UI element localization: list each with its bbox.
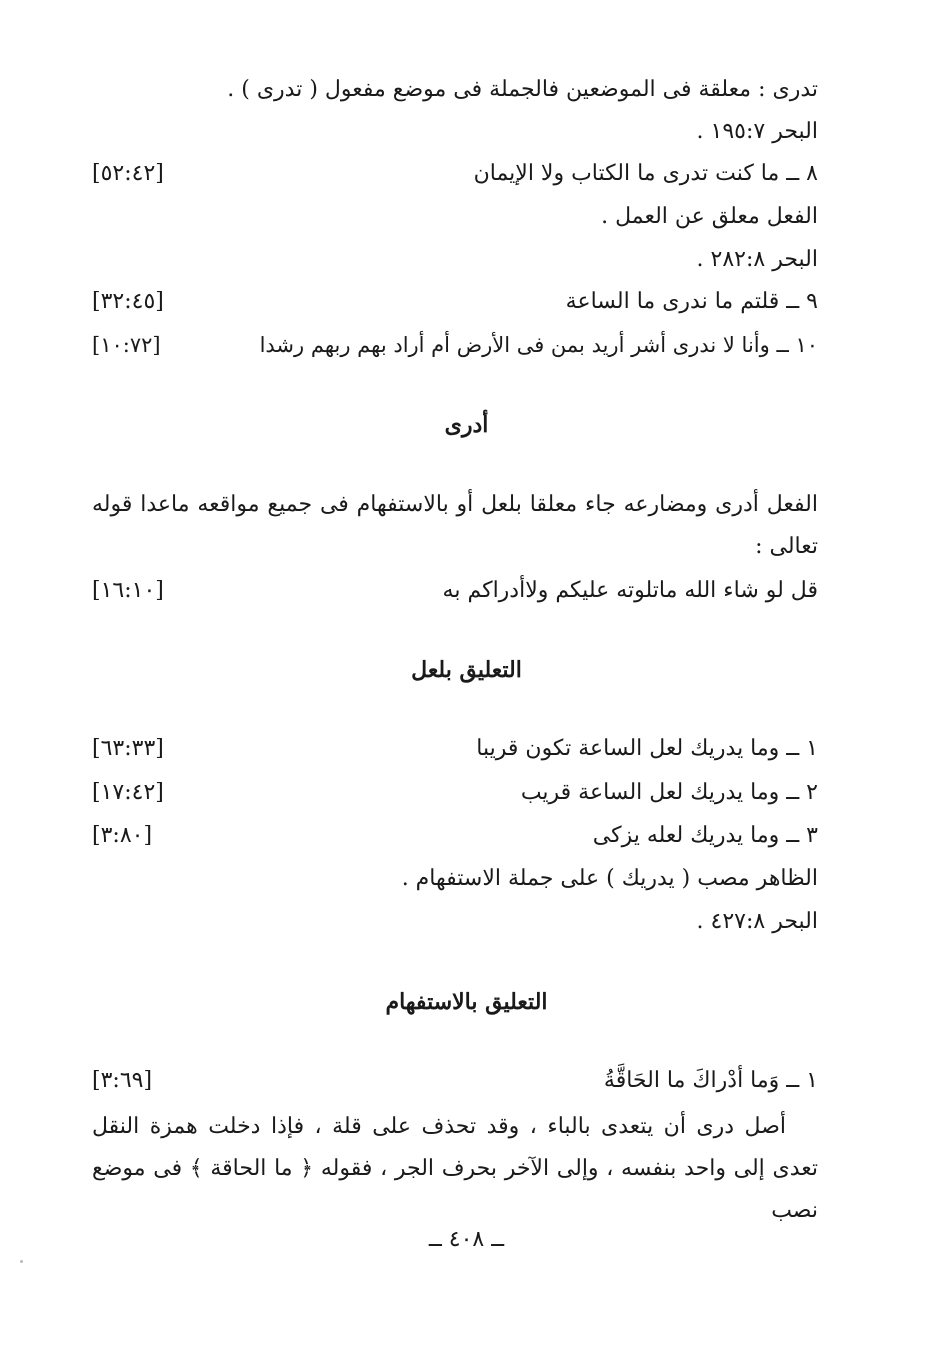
line-text: تدرى : معلقة فى الموضعين فالجملة فى موضع مفعول ( تدرى ) . <box>227 77 818 102</box>
verse-text: ١ ــ وَما أدْراكَ ما الحَاقَّةُ <box>603 1068 818 1093</box>
line-text: الفعل معلق عن العمل . <box>601 204 818 229</box>
verse-line <box>92 773 818 813</box>
verse-text: ١٠ ــ وأنا لا ندرى أشر أريد بمن فى الأرض أم أراد بهم ربهم رشدا <box>259 333 818 357</box>
page-number: ــ ٤٠٨ ــ <box>428 1227 505 1252</box>
text-line <box>92 70 818 110</box>
verse-text: قل لو شاء الله ماتلوته عليكم ولاأدراكم به <box>442 578 818 603</box>
scan-speck <box>20 1260 23 1263</box>
section-heading: التعليق بالاستفهام <box>385 989 548 1015</box>
verse-reference: [٦٣:٣٣] <box>92 736 164 761</box>
verse-reference: [٣:٨٠] <box>92 823 153 848</box>
verse-text: ٩ ــ قلتم ما ندرى ما الساعة <box>565 289 818 314</box>
verse-line <box>92 1061 818 1101</box>
verse-line <box>92 282 818 322</box>
verse-line <box>92 729 818 769</box>
text-line <box>92 240 818 280</box>
verse-line <box>92 154 818 194</box>
text-line <box>92 197 818 237</box>
verse-line <box>92 325 818 365</box>
verse-text: ٨ ــ ما كنت تدرى ما الكتاب ولا الإيمان <box>473 161 818 186</box>
line-text: البحر ١٩٥:٧ . <box>696 119 818 144</box>
paragraph: أصل درى أن يتعدى بالباء ، وقد تحذف على قلة ، فإذا دخلت همزة النقل تعدى إلى واحد بنفسه ، وإلى الآخر بحرف الجر ، فقوله ﴿ ما الحاقة ﴾ فى موضع نصب <box>92 1114 818 1223</box>
verse-text: ٣ ــ وما يدريك لعله يزكى <box>592 823 818 848</box>
verse-reference: [١٠:٧٢] <box>92 333 161 357</box>
line-text: البحر ٢٨٢:٨ . <box>696 247 818 272</box>
section-heading: التعليق بلعل <box>411 657 522 683</box>
line-text: الظاهر مصب ( يدريك ) على جملة الاستفهام . <box>401 866 818 891</box>
verse-reference: [٣٢:٤٥] <box>92 289 164 314</box>
verse-line <box>92 816 818 856</box>
verse-line <box>92 571 818 611</box>
verse-reference: [٣:٦٩] <box>92 1068 153 1093</box>
verse-reference: [١٧:٤٢] <box>92 780 164 805</box>
verse-text: ٢ ــ وما يدريك لعل الساعة قريب <box>520 780 818 805</box>
section-heading: أدرى <box>444 412 489 438</box>
text-line <box>92 859 818 899</box>
text-line <box>92 112 818 152</box>
paragraph: الفعل أدرى ومضارعه جاء معلقا بلعل أو بالاستفهام فى جميع مواقعه ماعدا قوله تعالى : <box>92 492 818 559</box>
verse-text: ١ ــ وما يدريك لعل الساعة تكون قريبا <box>476 736 818 761</box>
line-text: البحر ٤٢٧:٨ . <box>696 909 818 934</box>
text-line <box>92 902 818 942</box>
verse-reference: [١٦:١٠] <box>92 578 164 603</box>
verse-reference: [٥٢:٤٢] <box>92 161 164 186</box>
